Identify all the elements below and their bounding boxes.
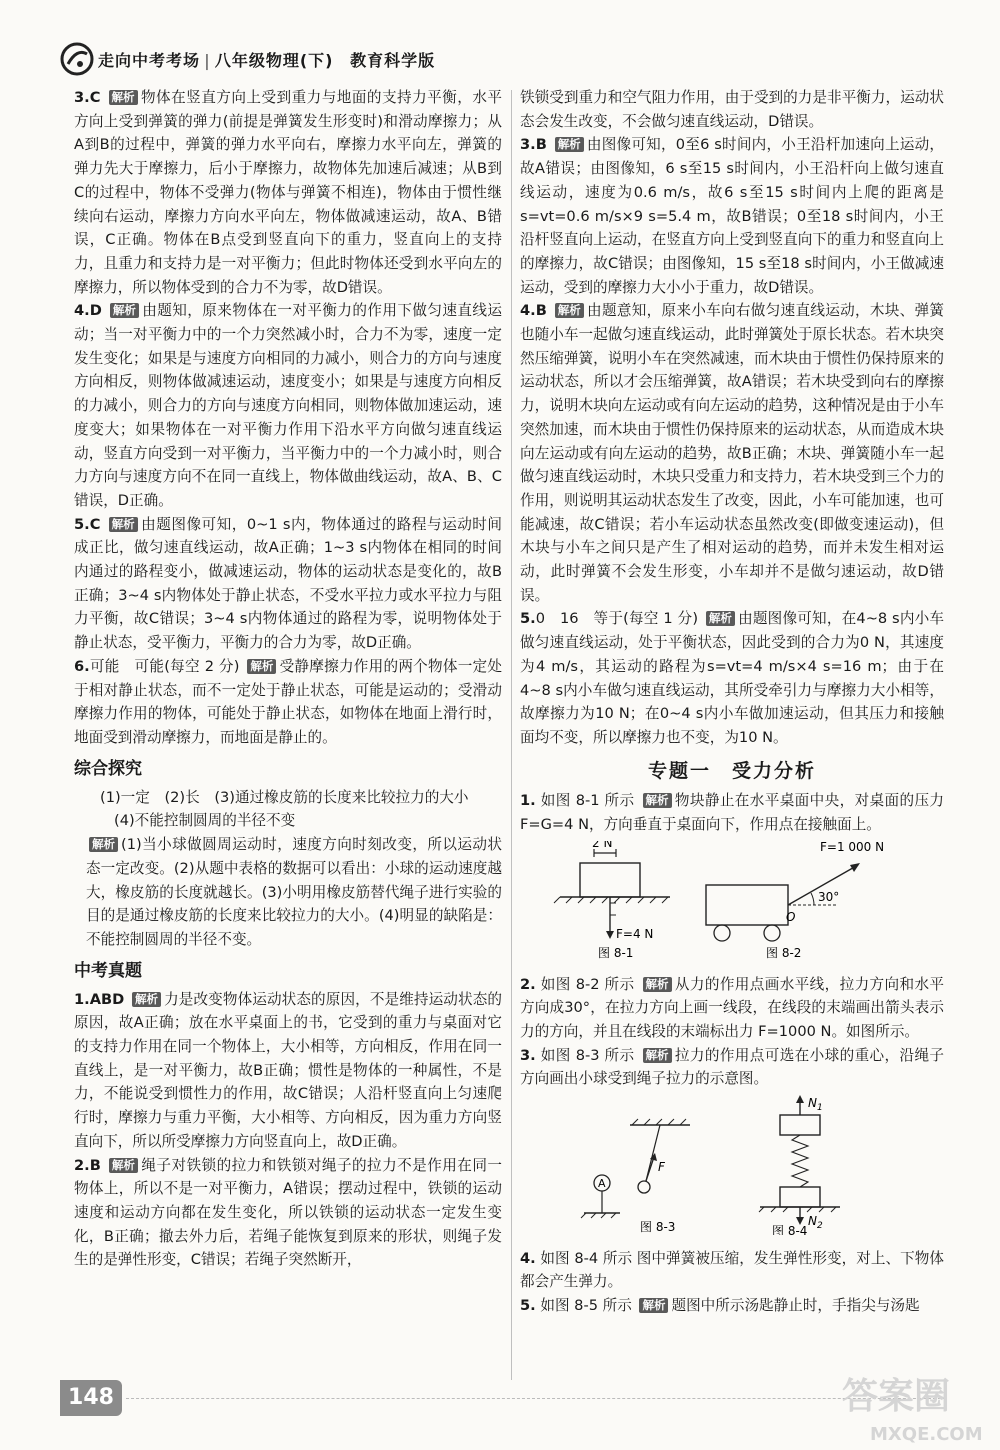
fig81-force-label: F=4 N [616, 926, 654, 941]
fig84-n2-label: $N_2$ [808, 1214, 823, 1232]
answer-item-z3: 3.B 解析 由图像可知，0至6 s时间内，小王沿杆加速向上运动，故A错误；由图像知，6 s至15 s时间内，小王沿杆向上做匀速直线运动，速度为0.6 m/s，故6 s至15 s时间内上爬的距离是s=vt=0.6 m/s×9 s=5.4 m，故B错误；0至18 s时间内，小王沿杆竖直向上运动，在竖直方向上受到竖直向下的重力和竖直向上的摩擦力，故C错误；由图像知，15 s至18 s时间内，小王做减速运动，受到的摩擦力大小小于重力，故D错误。 [520, 136, 944, 296]
header-text: 走向中考考场 | 八年级物理(下) 教育科学版 [98, 51, 436, 70]
answer-item-q5: 5.C 解析 由题图像可知，0~1 s内，物体通过的路程与运动时间成正比，做匀速直线运动，故A正确；1~3 s内物体在相同的时间内通过的路程变小，做减速运动，物体的运动状态是变化的，故B正确；3~4 s内物体处于静止状态，不受水平拉力或水平拉力与阻力平衡，故C错误；3~4 s内物体通过的路程为零，说明物体处于静止状态，受平衡力，平衡力的合力为零，故D正确。 [74, 515, 503, 652]
analysis-tag: 解析 [555, 137, 584, 152]
figure-8-3 [581, 1119, 690, 1234]
figure-8-2 [706, 841, 884, 960]
fig84-caption: 图 8-4 [772, 1224, 808, 1236]
analysis-tag: 解析 [706, 611, 735, 626]
answer-item-t3: 3. 如图 8-3 所示 解析 拉力的作用点可选在小球的重心，沿绳子方向画出小球受到绳子拉力的示意图。 [520, 1046, 945, 1088]
answer-item-t5: 5. 如图 8-5 所示 解析 题图中所示汤匙静止时，手指尖与汤匙 [520, 1297, 920, 1315]
figure-8-1-8-2 [520, 841, 944, 961]
book-edition: 教育科学版 [350, 51, 436, 70]
figure-8-1 [554, 841, 670, 960]
fig81-caption: 图 8-1 [598, 945, 634, 960]
fig81-scale-label: 2 N [592, 840, 613, 850]
fig83-ball-label: A [598, 1177, 606, 1191]
answer-item-q4: 4.D 解析 由题知，原来物体在一对平衡力的作用下做匀速直线运动；当一对平衡力中的一个力突然减小时，合力不为零，速度一定发生变化；如果是与速度方向相同的力减小，则合力的方向与速度方向相反，则物体做减速运动，速度变小；如果是与速度方向相反的力减小，则合力的方向与速度方向相同，则物体做加速运动，速度变大；如果物体在一对平衡力作用下沿水平方向做匀速直线运动，竖直方向受到一对平衡力，当平衡力中的一个力减小时，则合力方向与速度方向不在同一直线上，物体做曲线运动，故A、B、C错误，D正确。 [74, 302, 502, 509]
analysis-tag: 解析 [132, 992, 161, 1007]
figure-8-4 [759, 1095, 840, 1235]
brand-logo-icon [60, 42, 94, 76]
book-subject: 八年级物理(下) [214, 51, 334, 70]
explore-analysis: 解析 (1)当小球做圆周运动时，速度方向时刻改变，所以运动状态一定改变。(2)从题中表格的数据可以看出：小球的运动速度越大，橡皮筋的长度就越长。(3)小明用橡皮筋替代绳子进行实验的目的是通过橡皮筋的长度来比较拉力的大小。(4)明显的缺陷是：不能控制圆周的半径不变。 [86, 836, 502, 948]
analysis-tag: 解析 [555, 303, 584, 318]
left-column [74, 86, 502, 1272]
watermark-line1: 答案圈 [842, 1376, 951, 1417]
answer-item-q3: 3.C 解析 物体在竖直方向上受到重力与地面的支持力平衡，水平方向上受到弹簧的弹力(前提是弹簧发生形变时)和滑动摩擦力；从A到B的过程中，弹簧的弹力水平向右，摩擦力水平向左，弹簧的弹力先大于摩擦力，后小于摩擦力，故物体先加速后减速；从B到C的过程中，物体不受弹力(物体与弹簧不相连)，物体由于惯性继续向右运动，摩擦力方向水平向左，物体做减速运动，故A、B错误，C正确。物体在B点受到竖直向下的重力，竖直向上的支持力，且重力和支持力是一对平衡力；但此时物体还受到水平向左的摩擦力，所以物体受到的合力不为零，故D错误。 [74, 89, 502, 296]
answer-item-q6: 6.可能 可能(每空 2 分) 解析 受静摩擦力作用的两个物体一定处于相对静止状态，而不一定处于静止状态，可能是运动的；受滑动摩擦力作用的物体，可能处于静止状态，如物体在地面上滑行时，地面受到滑动摩擦力，而地面是静止的。 [74, 657, 502, 746]
section-heading-explore: 综合探究 [74, 758, 142, 779]
analysis-tag: 解析 [109, 90, 138, 105]
footer-divider [126, 1398, 946, 1399]
fig84-n1-label: $N_1$ [808, 1096, 823, 1114]
book-title: 走向中考考场 [98, 51, 201, 70]
answer-item-z5: 5.0 16 等于(每空 1 分) 解析 由题图像可知，在4~8 s内小车做匀速直线运动，处于平衡状态，因此受到的合力为0 N，其速度为4 m/s，其运动的路程为s=vt=4 m/s×4 s=16 m；由于在4~8 s内小车做匀速直线运动，其所受牵引力与摩擦力大小相等，故摩擦力为10 N；在0~4 s内小车做加速运动，但其压力和接触面均不变，所以摩擦力也不变，为10 N。 [520, 610, 945, 746]
analysis-tag: 解析 [639, 1298, 668, 1313]
right-column [520, 86, 944, 1318]
fig83-caption: 图 8-3 [640, 1220, 676, 1235]
explore-answer-line1: (1)一定 (2)长 (3)通过橡皮筋的长度来比较拉力的大小 [100, 788, 469, 806]
answer-item-t2: 2. 如图 8-2 所示 解析 从力的作用点画水平线，拉力方向和水平方向成30°，在拉力方向上画一线段，在线段的末端画出箭头表示力的方向，并且在线段的末端标出力 F=1000 N。如图所示。 [520, 975, 945, 1040]
answer-item-t4: 4. 如图 8-4 所示 图中弹簧被压缩，发生弹性形变，对上、下物体都会产生弹力。 [520, 1249, 945, 1291]
analysis-tag: 解析 [89, 837, 118, 852]
analysis-tag: 解析 [643, 1048, 672, 1063]
fig82-point-label: O [786, 909, 796, 924]
analysis-tag: 解析 [109, 517, 138, 532]
analysis-tag: 解析 [643, 977, 672, 992]
explore-answer-line2: (4)不能控制圆周的半径不变 [114, 812, 296, 830]
fig82-force-label: F=1 000 N [820, 840, 885, 854]
analysis-tag: 解析 [247, 659, 276, 674]
analysis-tag: 解析 [110, 303, 139, 318]
page-header [60, 40, 940, 80]
topic-heading: 专题一 受力分析 [647, 759, 816, 782]
answer-item-z2: 2.B 解析 绳子对铁锁的拉力和铁锁对绳子的拉力不是作用在同一物体上，所以不是一对平衡力，A错误；摆动过程中，铁锁的运动速度和运动方向都在发生变化，所以铁锁的运动状态一定发生变化，B正确；撤去外力后，若绳子能恢复到原来的形状，则绳子发生的是弹性形变，C错误；若绳子突然断开， [74, 1156, 502, 1269]
watermark-line2: MXQE.COM [870, 1424, 983, 1445]
answer-item-t1: 1. 如图 8-1 所示 解析 物块静止在水平桌面中央，对桌面的压力 F=G=4 N，方向垂直于桌面向下，作用点在接触面上。 [520, 792, 945, 834]
analysis-tag: 解析 [109, 1158, 138, 1173]
answer-item-z2-cont: 铁锁受到重力和空气阻力作用，由于受到的力是非平衡力，运动状态会发生改变，不会做匀速直线运动，D错误。 [520, 89, 944, 130]
fig82-angle-label: 30° [818, 889, 840, 904]
watermark-logo-icon [830, 1360, 1000, 1450]
figure-8-3-8-4 [520, 1095, 944, 1235]
column-divider [511, 90, 512, 1380]
answer-item-z4: 4.B 解析 由题意知，原来小车向右做匀速直线运动，木块、弹簧也随小车一起做匀速直线运动，此时弹簧处于原长状态。若木块突然压缩弹簧，说明小车在突然减速，而木块由于惯性仍保持原来的运动状态，所以才会压缩弹簧，故A错误；若木块受到向右的摩擦力，说明木块向左运动或有向左运动的趋势，这种情况是由于小车突然加速，而木块由于惯性仍保持原来的运动状态，从而造成木块向左运动或有向左运动的趋势，故B正确；木块、弹簧随小车一起做匀速直线运动时，木块只受重力和支持力，若木块受到三个力的作用，则说明其运动状态发生了改变，因此，小车可能加速，也可能减速，故C错误；若小车运动状态虽然改变(即做变速运动)，但木块与小车之间只是产生了相对运动的趋势，而并未发生相对运动，此时弹簧不会发生形变，小车却并不是做匀速运动，故D错误。 [520, 302, 944, 604]
answer-item-z1: 1.ABD 解析 力是改变物体运动状态的原因，不是维持运动状态的原因，故A正确；放在水平桌面上的书，它受到的重力与桌面对它的支持力作用在同一个物体上，大小相等，方向相反，作用在同一直线上，是一对平衡力，故B正确；惯性是物体的一种属性，不是力，不能说受到惯性力的作用，故C错误；人沿杆竖直向上匀速爬行时，摩擦力与重力平衡，大小相等、方向相反，因为重力方向竖直向下，所以所受摩擦力方向竖直向上，故D正确。 [74, 990, 502, 1150]
fig83-force-label: F [658, 1160, 665, 1175]
page-number: 148 [60, 1380, 122, 1416]
section-heading-exam: 中考真题 [74, 960, 142, 981]
analysis-tag: 解析 [643, 793, 672, 808]
fig82-caption: 图 8-2 [766, 945, 802, 960]
